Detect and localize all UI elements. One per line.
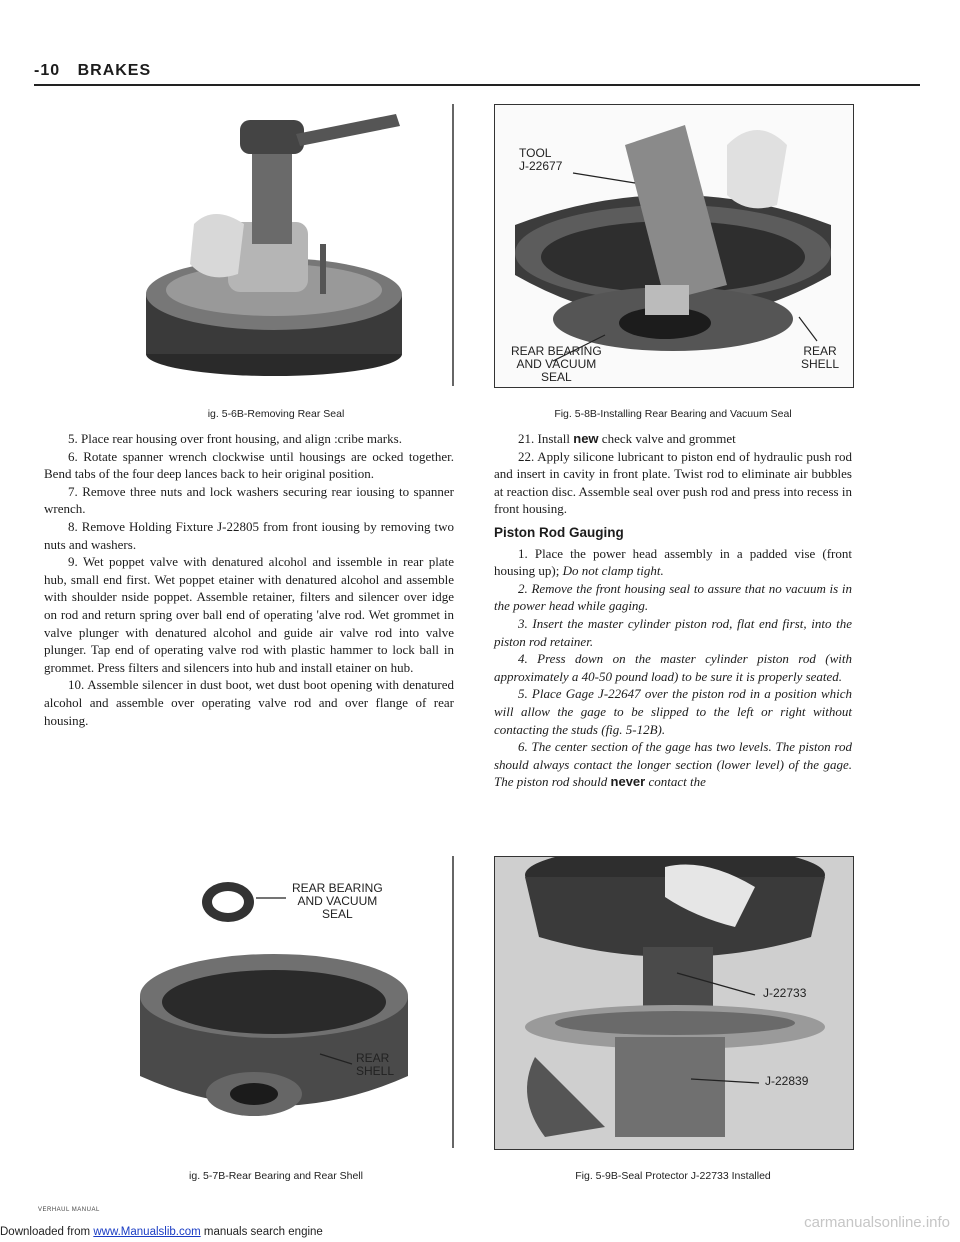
figure-caption: ig. 5-7B-Rear Bearing and Rear Shell: [189, 1170, 363, 1182]
left-text-column: [44, 430, 454, 729]
step-8: 8. Remove Holding Fixture J-22805 from front iousing by removing two nuts and washers.: [44, 518, 454, 552]
page-number: -10: [34, 62, 61, 79]
figure-caption: Fig. 5-9B-Seal Protector J-22733 Installed: [575, 1170, 771, 1182]
gauging-step-1: 1. Place the power head assembly in a padded vise (front housing up); Do not clamp tight.: [494, 545, 852, 579]
step-10: 10. Assemble silencer in dust boot, wet dust boot opening with denatured alcohol and assemble over operating valve rod and over flange of rear housing.: [44, 677, 454, 728]
section-title: BRAKES: [77, 62, 152, 79]
rear-shell-label: REAR SHELL: [801, 344, 840, 371]
seal-protector-label: J-22733: [763, 986, 807, 1000]
overhaul-manual-tag: VERHAUL MANUAL: [38, 1207, 100, 1213]
gauging-step-5: 5. Place Gage J-22647 over the piston rod in a position which will allow the gage to be slipped to the left or right without contacting the studs (fig. 5-12B).: [494, 686, 852, 737]
figure-caption: Fig. 5-8B-Installing Rear Bearing and Vacuum Seal: [554, 408, 792, 420]
section-heading: Piston Rod Gauging: [494, 524, 624, 540]
figure-caption: ig. 5-6B-Removing Rear Seal: [207, 408, 345, 420]
gage-label: J-22839: [765, 1074, 809, 1088]
watermark: carmanualsonline.info: [804, 1214, 950, 1231]
right-text-column: [494, 430, 852, 791]
gage-on-piston-rod-illustration: [495, 857, 853, 1149]
page-header: [34, 62, 151, 80]
gauging-step-2: 2. Remove the front housing seal to assure that no vacuum is in the power head while gaging.: [494, 580, 852, 614]
download-footer: Downloaded from www.Manualslib.com manuals search engine: [0, 1226, 323, 1238]
manualslib-link[interactable]: www.Manualslib.com: [93, 1226, 201, 1238]
tool-label: TOOL J-22677: [519, 146, 563, 173]
figure-seal-protector: [494, 856, 854, 1150]
bearing-seal-label: REAR BEARING AND VACUUM SEAL: [511, 344, 602, 384]
step-7: 7. Remove three nuts and lock washers securing rear iousing to spanner wrench.: [44, 483, 454, 517]
gauging-step-6: 6. The center section of the gage has two levels. The piston rod should always contact the longer section (lower level) of the gage. The piston rod should never contact the: [494, 739, 852, 790]
rear-shell-label: REAR SHELL: [356, 1051, 395, 1078]
step-6: 6. Rotate spanner wrench clockwise until housings are ocked together. Bend tabs of the four deep lances back to heir original position.: [44, 448, 454, 482]
seal-and-shell-illustration: [96, 856, 454, 1148]
step-22: 22. Apply silicone lubricant to piston end of hydraulic push rod and insert in cavity in front plate. Twist rod to eliminate air bubbles at reaction disc. Assemble seal over push rod and press into recess in front housing.: [494, 448, 852, 517]
figure-installing-rear-bearing: [494, 104, 854, 388]
header-rule: [34, 84, 920, 86]
step-9: 9. Wet poppet valve with denatured alcohol and issemble in rear plate hub, small end first. Wet poppet etainer with denatured alcohol and assemble with shoulder nside poppet. Assemble retainer, filters and silencer over idge on rod and return spring over ball end of operating 'alve rod. Wet grommet in valve plunger with denatured alcohol and guide air valve rod into valve plunger. Tap end of operating valve rod with plastic hammer to lock ball in grommet. Press filters and silencers into hub and install etainer on hub.: [44, 554, 454, 675]
step-5: 5. Place rear housing over front housing, and align :cribe marks.: [68, 431, 402, 446]
gauging-step-3: 3. Insert the master cylinder piston rod, flat end first, into the piston rod retainer.: [494, 615, 852, 649]
removing-rear-seal-illustration: [96, 104, 454, 386]
bearing-seal-label: REAR BEARING AND VACUUM SEAL: [292, 881, 383, 921]
figure-rear-bearing-shell: [96, 856, 454, 1148]
figure-removing-rear-seal: [96, 104, 454, 386]
gauging-step-4: 4. Press down on the master cylinder piston rod (with approximately a 40-50 pound load) to be sure it is properly seated.: [494, 651, 852, 684]
step-21: 21. Install new check valve and grommet: [518, 431, 736, 446]
